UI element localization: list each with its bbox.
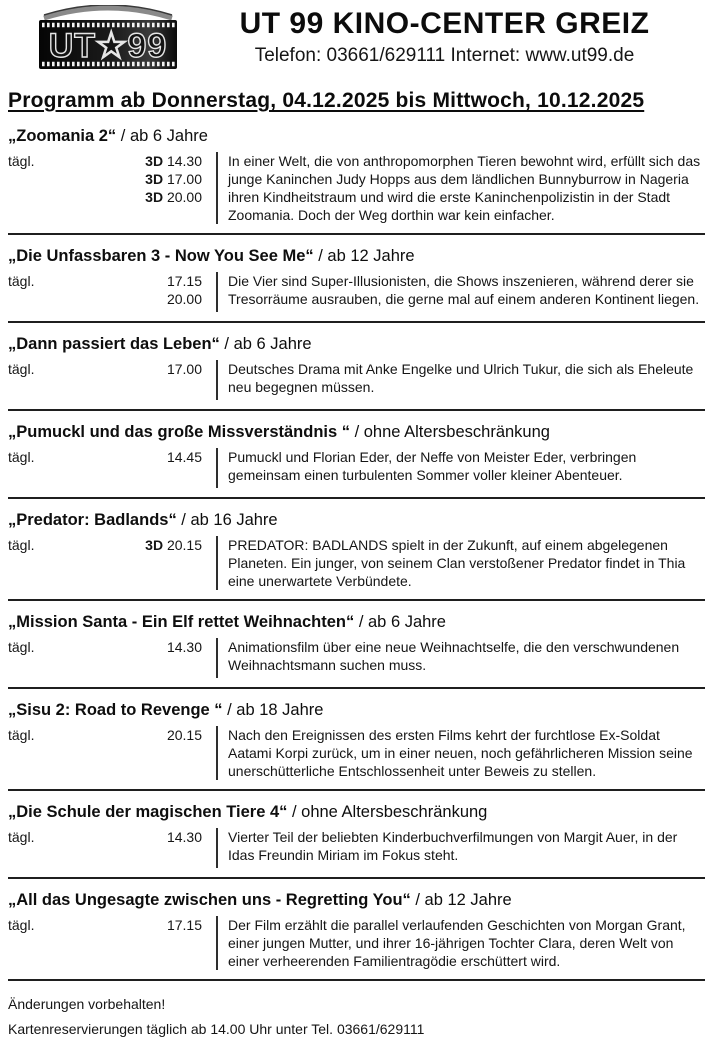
movie-heading — [8, 510, 705, 531]
movie-heading — [8, 612, 705, 633]
format-3d-tag: 3D — [145, 537, 164, 553]
section-separator — [8, 599, 705, 601]
section-separator — [8, 409, 705, 411]
showtimes-column — [62, 536, 202, 590]
format-3d-tag: 3D — [145, 153, 164, 169]
movie-section — [8, 802, 705, 879]
movie-heading — [8, 802, 705, 823]
movie-heading — [8, 700, 705, 721]
movie-schedule-row — [8, 828, 705, 868]
movie-heading — [8, 890, 705, 911]
contact-line: Telefon: 03661/629111 Internet: www.ut99.de — [254, 45, 635, 66]
showtime: 20.15 — [166, 727, 202, 743]
movie-heading — [8, 126, 705, 147]
age-rating: / ab 12 Jahre — [313, 247, 415, 265]
section-separator — [8, 687, 705, 689]
movie-section — [8, 334, 705, 411]
showtime: 17.15 — [166, 273, 202, 289]
showtime: 17.15 — [166, 917, 202, 933]
movie-section — [8, 126, 705, 235]
showtime: 14.30 — [166, 639, 202, 655]
age-rating: / ohne Altersbeschränkung — [350, 423, 550, 441]
movie-section — [8, 510, 705, 601]
days-label: tägl. — [8, 273, 35, 289]
movie-schedule-row — [8, 726, 705, 780]
movie-title: „Pumuckl und das große Missverständnis “ — [8, 423, 350, 441]
movie-title: „All das Ungesagte zwischen uns - Regretting You“ — [8, 891, 411, 909]
showtime: 14.30 — [166, 829, 202, 845]
movie-section — [8, 612, 705, 689]
showtimes-column — [62, 828, 202, 868]
age-rating: / ab 6 Jahre — [354, 613, 446, 631]
showtimes-column — [62, 638, 202, 678]
section-separator — [8, 497, 705, 499]
days-label: tägl. — [8, 639, 35, 655]
showtime: 3D 17.00 — [145, 171, 202, 187]
showtimes-column — [62, 152, 202, 224]
movie-title: „Die Unfassbaren 3 - Now You See Me“ — [8, 247, 314, 265]
movie-schedule-row — [8, 360, 705, 400]
days-label: tägl. — [8, 449, 35, 465]
cinema-title: UT 99 KINO-CENTER GREIZ — [239, 7, 650, 40]
age-rating: / ab 6 Jahre — [219, 335, 312, 353]
days-label: tägl. — [8, 727, 35, 743]
showtime: 3D 14.30 — [145, 153, 202, 169]
age-rating: / ab 16 Jahre — [176, 511, 278, 529]
movie-description: Vierter Teil der beliebten Kinderbuchverfilmungen von Margit Auer, in der Idas Freundin Miriam im Fokus steht. — [228, 829, 678, 863]
age-rating: / ab 18 Jahre — [222, 701, 324, 719]
movie-title: „Zoomania 2“ — [8, 127, 117, 145]
movie-list — [8, 126, 705, 981]
section-separator — [8, 877, 705, 879]
movie-section — [8, 246, 705, 323]
movie-heading — [8, 422, 705, 443]
movie-description: Die Vier sind Super-Illusionisten, die Shows inszenieren, während derer sie Tresorräume ausrauben, die gerne mal auf einem anderen Kontinent liegen. — [228, 273, 700, 307]
showtimes-column — [62, 916, 202, 970]
showtime: 3D 20.15 — [145, 537, 202, 553]
page-footer — [8, 992, 705, 1042]
movie-description: Deutsches Drama mit Anke Engelke und Ulrich Tukur, die sich als Eheleute neu begegnen müssen. — [228, 361, 694, 395]
days-label: tägl. — [8, 361, 35, 377]
movie-description: Animationsfilm über eine neue Weihnachtselfe, die den verschwundenen Weihnachtsmann suchen muss. — [228, 639, 680, 673]
showtime: 20.00 — [166, 291, 202, 307]
program-heading: Programm ab Donnerstag, 04.12.2025 bis Mittwoch, 10.12.2025 — [8, 89, 645, 112]
age-rating: / ab 6 Jahre — [116, 127, 208, 145]
footer-disclaimer: Änderungen vorbehalten! — [8, 996, 166, 1012]
movie-title: „Die Schule der magischen Tiere 4“ — [8, 803, 288, 821]
format-3d-tag: 3D — [145, 171, 164, 187]
movie-description: In einer Welt, die von anthropomorphen Tieren bewohnt wird, erfüllt sich das junge Kaninchen Judy Hopps aus dem ländlichen Bunnyburrow in Nageria ihren Kindheitstraum und wird die erste Kaninchenpolizistin in der Stadt Zoomania. Doch der Weg dorthin war kein einfacher. — [228, 153, 701, 223]
movie-heading — [8, 334, 705, 355]
movie-schedule-row — [8, 152, 705, 224]
movie-schedule-row — [8, 536, 705, 590]
showtimes-column — [62, 726, 202, 780]
movie-description: Nach den Ereignissen des ersten Films kehrt der furchtlose Ex-Soldat Aatami Korpi zurück, um in einer neuen, noch gefährlicheren Mission seine unerschütterliche Entschlossenheit unter Beweis zu stellen. — [228, 727, 693, 779]
movie-schedule-row — [8, 916, 705, 970]
format-3d-tag: 3D — [145, 189, 164, 205]
masthead — [8, 5, 705, 82]
section-separator — [8, 233, 705, 235]
movie-schedule-row — [8, 272, 705, 312]
days-label: tägl. — [8, 917, 35, 933]
masthead-text — [184, 5, 705, 69]
footer-reservation-info: Kartenreservierungen täglich ab 14.00 Uhr unter Tel. 03661/629111 — [8, 1021, 425, 1037]
days-label: tägl. — [8, 153, 35, 169]
days-label: tägl. — [8, 829, 35, 845]
showtime: 14.45 — [166, 449, 202, 465]
movie-title: „Dann passiert das Leben“ — [8, 335, 220, 353]
movie-section — [8, 700, 705, 791]
showtimes-column — [62, 448, 202, 488]
movie-description: PREDATOR: BADLANDS spielt in der Zukunft, auf einem abgelegenen Planeten. Ein junger, von seinem Clan verstoßener Predator findet in Thia eine unerwartete Verbündete. — [228, 537, 686, 589]
age-rating: / ohne Altersbeschränkung — [287, 803, 488, 821]
section-separator — [8, 321, 705, 323]
movie-heading — [8, 246, 705, 267]
movie-description: Pumuckl und Florian Eder, der Neffe von Meister Eder, verbringen gemeinsam einen turbulenten Sommer voller kleiner Abenteuer. — [228, 449, 637, 483]
movie-schedule-row — [8, 448, 705, 488]
showtime: 17.00 — [166, 361, 202, 377]
movie-schedule-row — [8, 638, 705, 678]
film-strip-logo-graphic — [32, 5, 184, 77]
movie-title: „Sisu 2: Road to Revenge “ — [8, 701, 223, 719]
movie-title: „Predator: Badlands“ — [8, 511, 177, 529]
showtime: 3D 20.00 — [145, 189, 202, 205]
section-separator — [8, 789, 705, 791]
ut99-logo — [32, 5, 184, 82]
movie-description: Der Film erzählt die parallel verlaufenden Geschichten von Morgan Grant, einer jungen Mutter, und ihrer 16-jährigen Tochter Clara, deren Welt von einer verheerenden Familientragödie erschüttert wird. — [228, 917, 686, 969]
age-rating: / ab 12 Jahre — [410, 891, 512, 909]
logo-text: UT★99 — [48, 27, 168, 65]
days-label: tägl. — [8, 537, 35, 553]
section-separator — [8, 979, 705, 981]
movie-section — [8, 422, 705, 499]
movie-title: „Mission Santa - Ein Elf rettet Weihnachten“ — [8, 613, 355, 631]
showtimes-column — [62, 360, 202, 400]
movie-section — [8, 890, 705, 981]
showtimes-column — [62, 272, 202, 312]
